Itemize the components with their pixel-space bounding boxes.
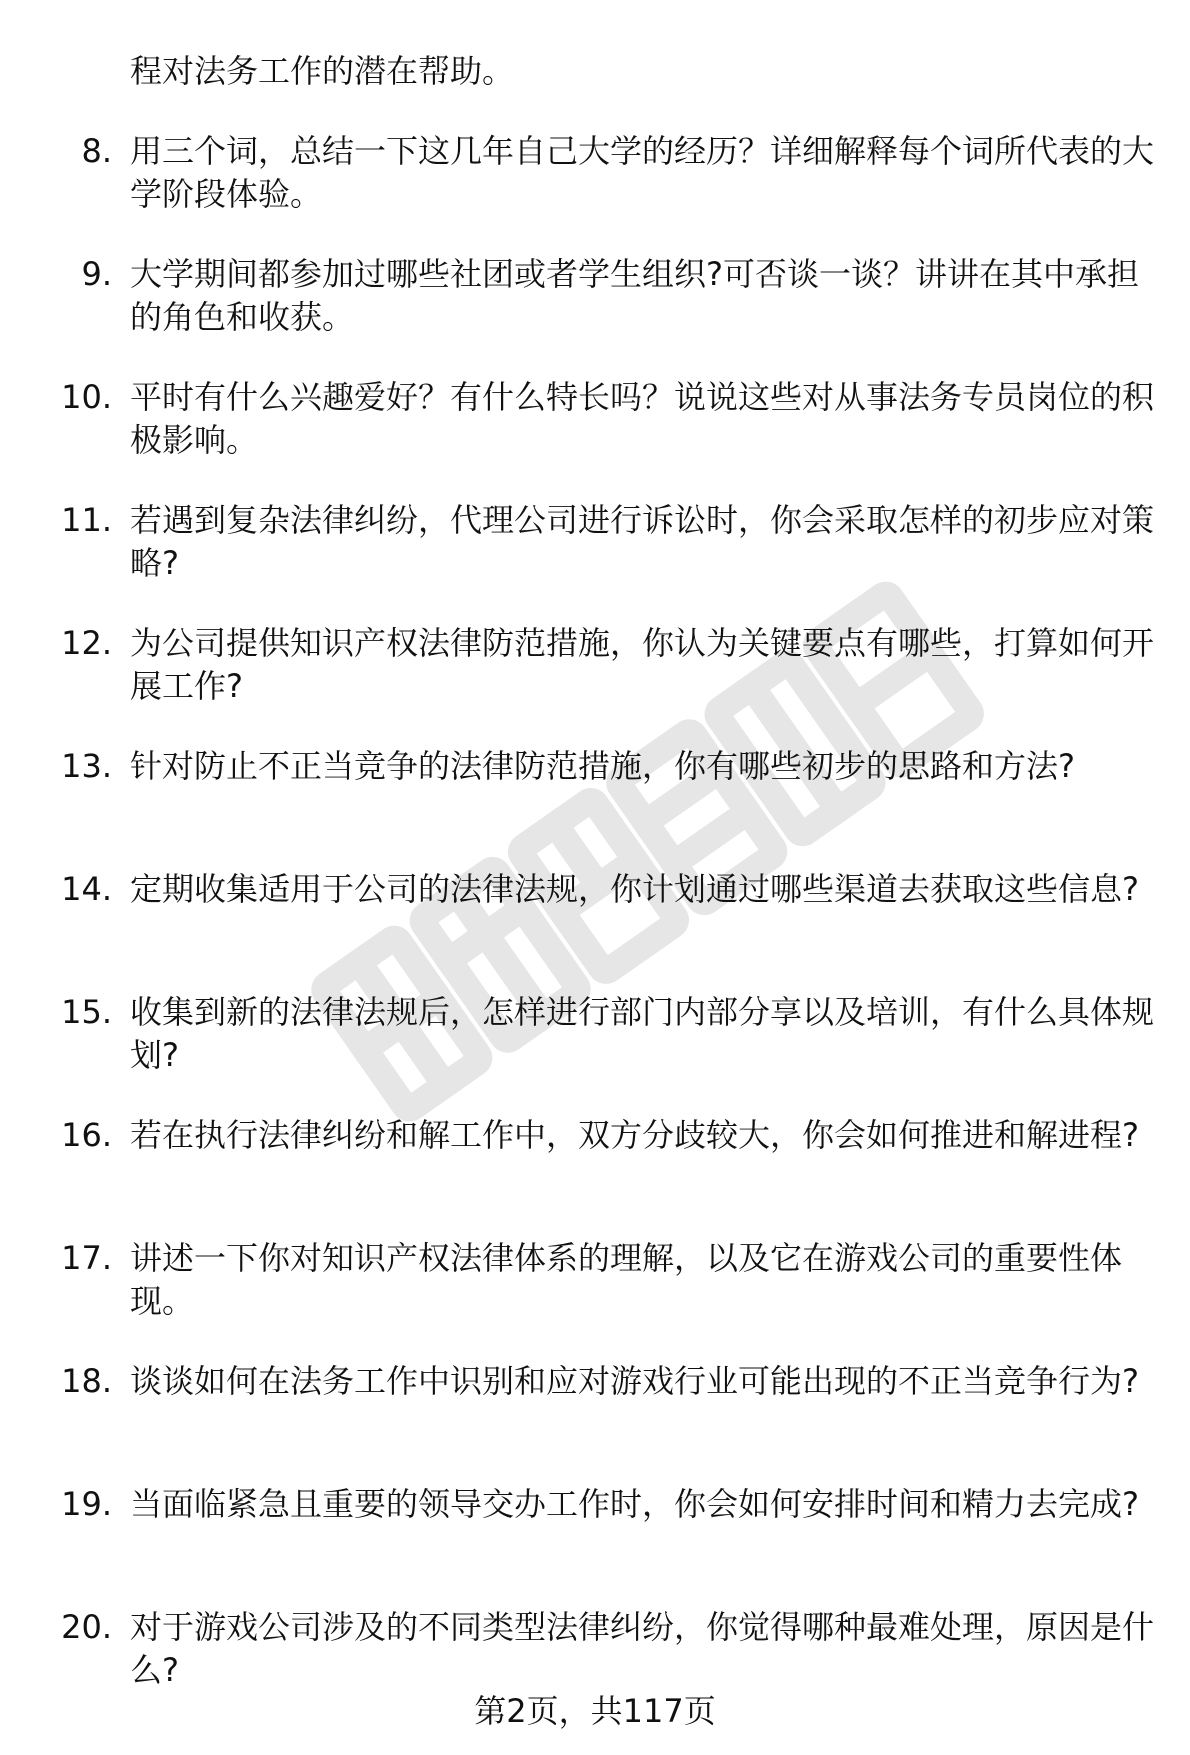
question-text: 收集到新的法律法规后，怎样进行部门内部分享以及培训，有什么具体规划?	[130, 993, 1155, 1074]
question-number: 19.	[61, 1485, 112, 1523]
question-item	[0, 991, 1190, 1114]
question-number: 20.	[61, 1608, 112, 1646]
question-item	[0, 622, 1190, 745]
question-item	[0, 1483, 1190, 1606]
question-text: 平时有什么兴趣爱好？有什么特长吗？说说这些对从事法务专员岗位的积极影响。	[130, 378, 1155, 459]
question-text: 用三个词，总结一下这几年自己大学的经历？详细解释每个词所代表的大学阶段体验。	[130, 132, 1155, 213]
question-text: 定期收集适用于公司的法律法规，你计划通过哪些渠道去获取这些信息?	[130, 870, 1139, 908]
question-item	[0, 376, 1190, 499]
question-number: 18.	[61, 1362, 112, 1400]
question-number: 17.	[61, 1239, 112, 1277]
question-number: 15.	[61, 993, 112, 1031]
question-item	[0, 745, 1190, 868]
question-number: 12.	[61, 624, 112, 662]
continued-question-text: 程对法务工作的潜在帮助。	[130, 52, 515, 90]
question-number: 16.	[61, 1116, 112, 1154]
question-number: 14.	[61, 870, 112, 908]
question-item	[0, 253, 1190, 376]
question-item	[0, 130, 1190, 253]
question-text: 大学期间都参加过哪些社团或者学生组织?可否谈一谈？讲讲在其中承担的角色和收获。	[130, 255, 1139, 336]
question-number: 11.	[61, 501, 112, 539]
question-text: 若遇到复杂法律纠纷，代理公司进行诉讼时，你会采取怎样的初步应对策略?	[130, 501, 1155, 582]
question-text: 谈谈如何在法务工作中识别和应对游戏行业可能出现的不正当竞争行为?	[130, 1362, 1139, 1400]
page-number-footer: 第2页，共117页	[474, 1692, 716, 1730]
question-item	[0, 868, 1190, 991]
question-item	[0, 1360, 1190, 1483]
question-number: 8.	[81, 132, 112, 170]
question-item	[0, 499, 1190, 622]
question-text: 若在执行法律纠纷和解工作中，双方分歧较大，你会如何推进和解进程?	[130, 1116, 1139, 1154]
question-number: 10.	[61, 378, 112, 416]
question-text: 为公司提供知识产权法律防范措施，你认为关键要点有哪些，打算如何开展工作?	[130, 624, 1155, 705]
question-list	[0, 130, 1190, 1729]
question-text: 对于游戏公司涉及的不同类型法律纠纷，你觉得哪种最难处理，原因是什么?	[130, 1608, 1155, 1689]
question-item	[0, 1114, 1190, 1237]
question-number: 13.	[61, 747, 112, 785]
question-text: 讲述一下你对知识产权法律体系的理解，以及它在游戏公司的重要性体现。	[130, 1239, 1123, 1320]
question-item	[0, 1237, 1190, 1360]
question-text: 针对防止不正当竞争的法律防范措施，你有哪些初步的思路和方法?	[130, 747, 1075, 785]
question-number: 9.	[81, 255, 112, 293]
question-text: 当面临紧急且重要的领导交办工作时，你会如何安排时间和精力去完成?	[130, 1485, 1139, 1523]
